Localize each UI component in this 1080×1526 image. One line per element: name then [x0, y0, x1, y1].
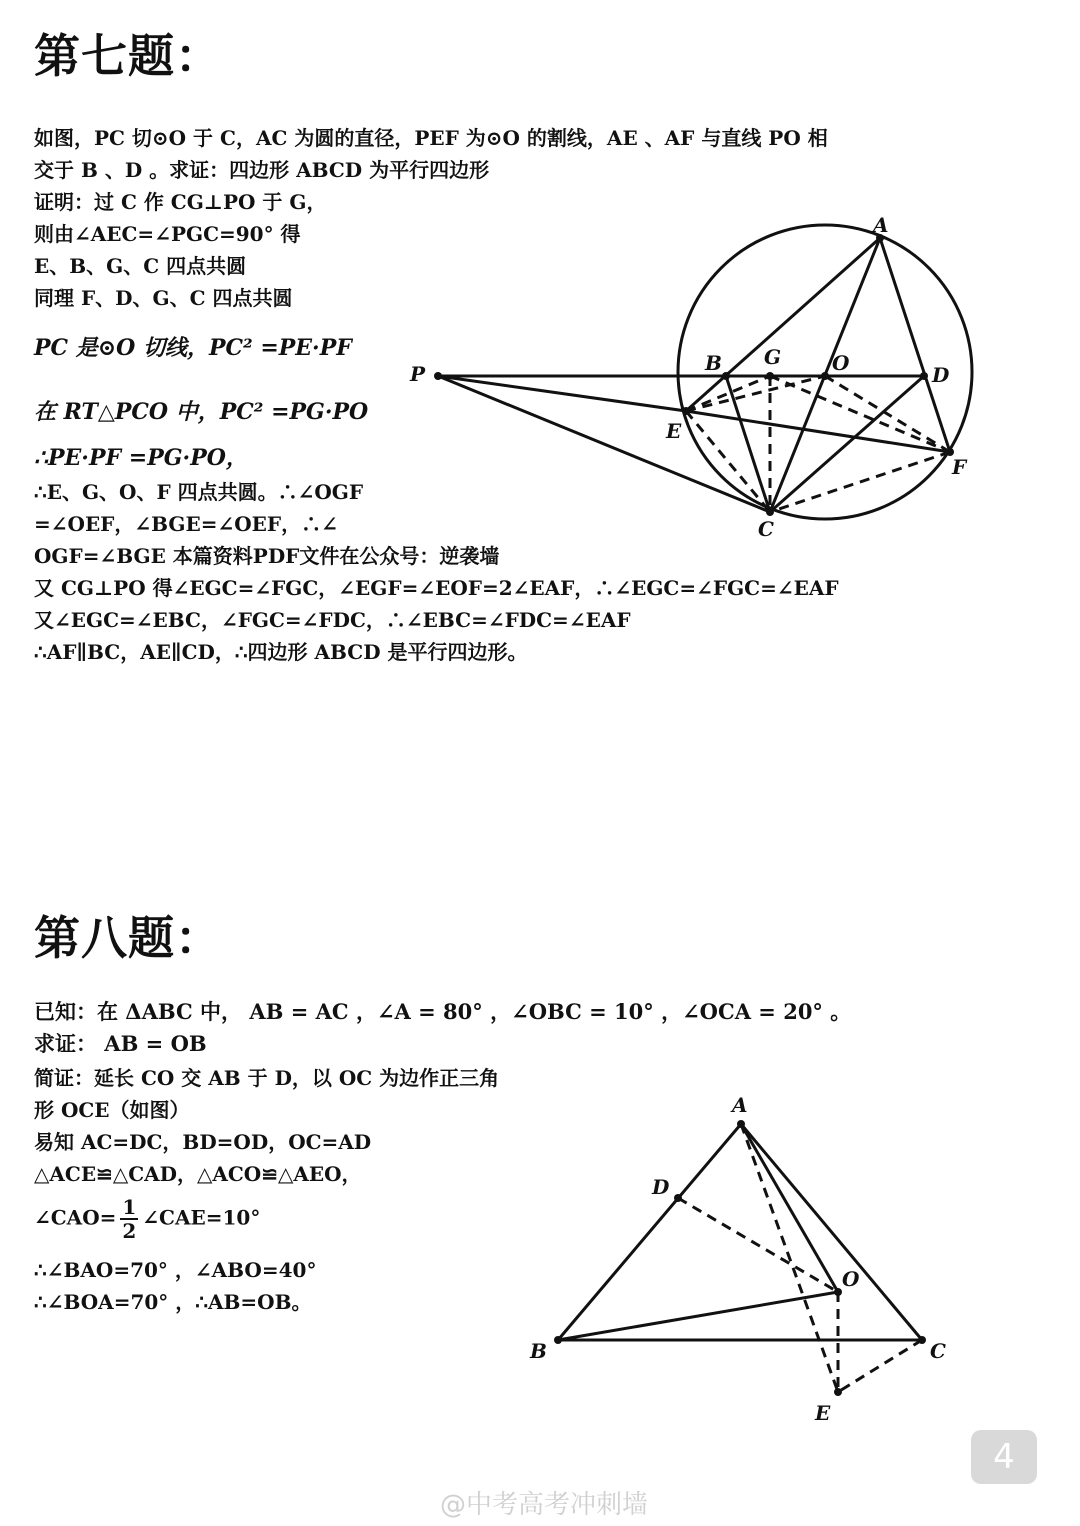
label8-a: A — [732, 1093, 748, 1117]
point8-e — [834, 1388, 842, 1396]
label8-e: E — [815, 1401, 831, 1425]
label8-b: B — [530, 1339, 547, 1363]
p8-line-1: 已知：在 ΔABC 中， AB = AC ，∠A = 80° ，∠OBC = 10° ，∠OCA = 20° 。 — [34, 999, 852, 1024]
p7-line-11: =∠OEF，∠BGE=∠OEF，∴∠ — [34, 512, 338, 536]
p7-line-10: ∴E、G、O、F 四点共圆。∴∠OGF — [34, 480, 364, 504]
label-p: P — [410, 362, 426, 386]
p7-line-7: PC 是⊙O 切线，PC² =PE·PF — [34, 335, 352, 361]
point8-o — [834, 1288, 842, 1296]
p8-line-6: △ACE≌△CAD，△ACO≌△AEO， — [34, 1162, 362, 1186]
label-o: O — [832, 351, 850, 375]
p7-line-15: ∴AF∥BC，AE∥CD，∴四边形 ABCD 是平行四边形。 — [34, 640, 528, 664]
seg-gf — [770, 376, 950, 452]
label-a: A — [873, 213, 889, 237]
frac-prefix: ∠CAO= — [34, 1205, 117, 1230]
figure-problem8 — [558, 1124, 922, 1392]
p8-line-5: 易知 AC=DC，BD=OD，OC=AD — [34, 1130, 372, 1154]
point8-d — [674, 1194, 682, 1202]
point-c — [766, 508, 774, 516]
seg-bc — [726, 376, 770, 512]
figure-problem8-points — [554, 1120, 926, 1396]
seg-ac8 — [741, 1124, 922, 1340]
p7-line-6: 同理 F、D、G、C 四点共圆 — [34, 286, 293, 310]
seg-ec — [686, 411, 770, 512]
point8-c — [918, 1336, 926, 1344]
label8-c: C — [930, 1339, 946, 1363]
label-f: F — [952, 455, 967, 479]
point-b — [722, 372, 730, 380]
watermark-text: @中考高考冲刺墙 — [440, 1490, 649, 1520]
seg-of — [825, 376, 950, 452]
p8-line-2: 求证： AB = OB — [34, 1031, 207, 1056]
problem8-title: 第八题： — [34, 911, 222, 965]
point8-a — [737, 1120, 745, 1128]
p8-line-7: ∴∠BAO=70° ，∠ABO=40° — [34, 1258, 317, 1282]
p7-line-13: 又 CG⊥PO 得∠EGC=∠FGC，∠EGF=∠EOF=2∠EAF，∴∠EGC=∠FGC=∠EAF — [34, 576, 839, 600]
label8-d: D — [652, 1175, 670, 1199]
p7-line-3: 证明：过 C 作 CG⊥PO 于 G， — [34, 190, 327, 214]
point-g — [766, 372, 774, 380]
frac-den: 2 — [122, 1219, 137, 1243]
figure-problem8-labels — [529, 1093, 946, 1425]
label-d: D — [932, 363, 950, 387]
seg-ce — [838, 1340, 922, 1392]
label-e: E — [666, 419, 682, 443]
label8-o: O — [842, 1267, 860, 1291]
seg-pe — [438, 376, 686, 411]
seg-ef — [686, 411, 950, 452]
frac-suffix: ∠CAE=10° — [142, 1205, 261, 1230]
p7-line-8: 在 RT△PCO 中，PC² =PG·PO — [34, 399, 369, 425]
seg-ab — [558, 1124, 741, 1340]
point-p — [434, 372, 442, 380]
p7-line-14: 又∠EGC=∠EBC，∠FGC=∠FDC，∴∠EBC=∠FDC=∠EAF — [34, 608, 631, 632]
label-b: B — [705, 351, 722, 375]
problem7-title: 第七题： — [34, 29, 222, 83]
p8-line-4: 形 OCE（如图） — [34, 1098, 190, 1122]
p7-line-12: OGF=∠BGE 本篇资料PDF文件在公众号：逆袭墙 — [34, 544, 500, 568]
p8-line-8: ∴∠BOA=70° ，∴AB=OB。 — [34, 1290, 312, 1314]
seg-bo — [558, 1292, 838, 1340]
p7-line-4: 则由∠AEC=∠PGC=90° 得 — [34, 222, 301, 246]
page-number-badge: 4 — [971, 1430, 1037, 1484]
p7-line-2: 交于 B 、D 。求证：四边形 ABCD 为平行四边形 — [34, 158, 490, 182]
p7-line-9: ∴PE·PF =PG·PO， — [34, 445, 248, 471]
point-e — [682, 407, 690, 415]
point8-b — [554, 1336, 562, 1344]
seg-ae — [741, 1124, 838, 1392]
p8-line-3: 简证：延长 CO 交 AB 于 D，以 OC 为边作正三角 — [34, 1066, 500, 1090]
p7-line-5: E、B、G、C 四点共圆 — [34, 254, 247, 278]
point-d — [920, 372, 928, 380]
label-c: C — [758, 517, 774, 541]
seg-ae — [686, 238, 880, 411]
seg-af — [880, 238, 950, 452]
frac-num: 1 — [122, 1195, 137, 1219]
point-o — [821, 372, 829, 380]
p7-line-1: 如图，PC 切⊙O 于 C，AC 为圆的直径，PEF 为⊙O 的割线，AE 、AF 与直线 PO 相 — [34, 126, 828, 150]
seg-ao — [741, 1124, 838, 1292]
label-g: G — [764, 345, 782, 369]
